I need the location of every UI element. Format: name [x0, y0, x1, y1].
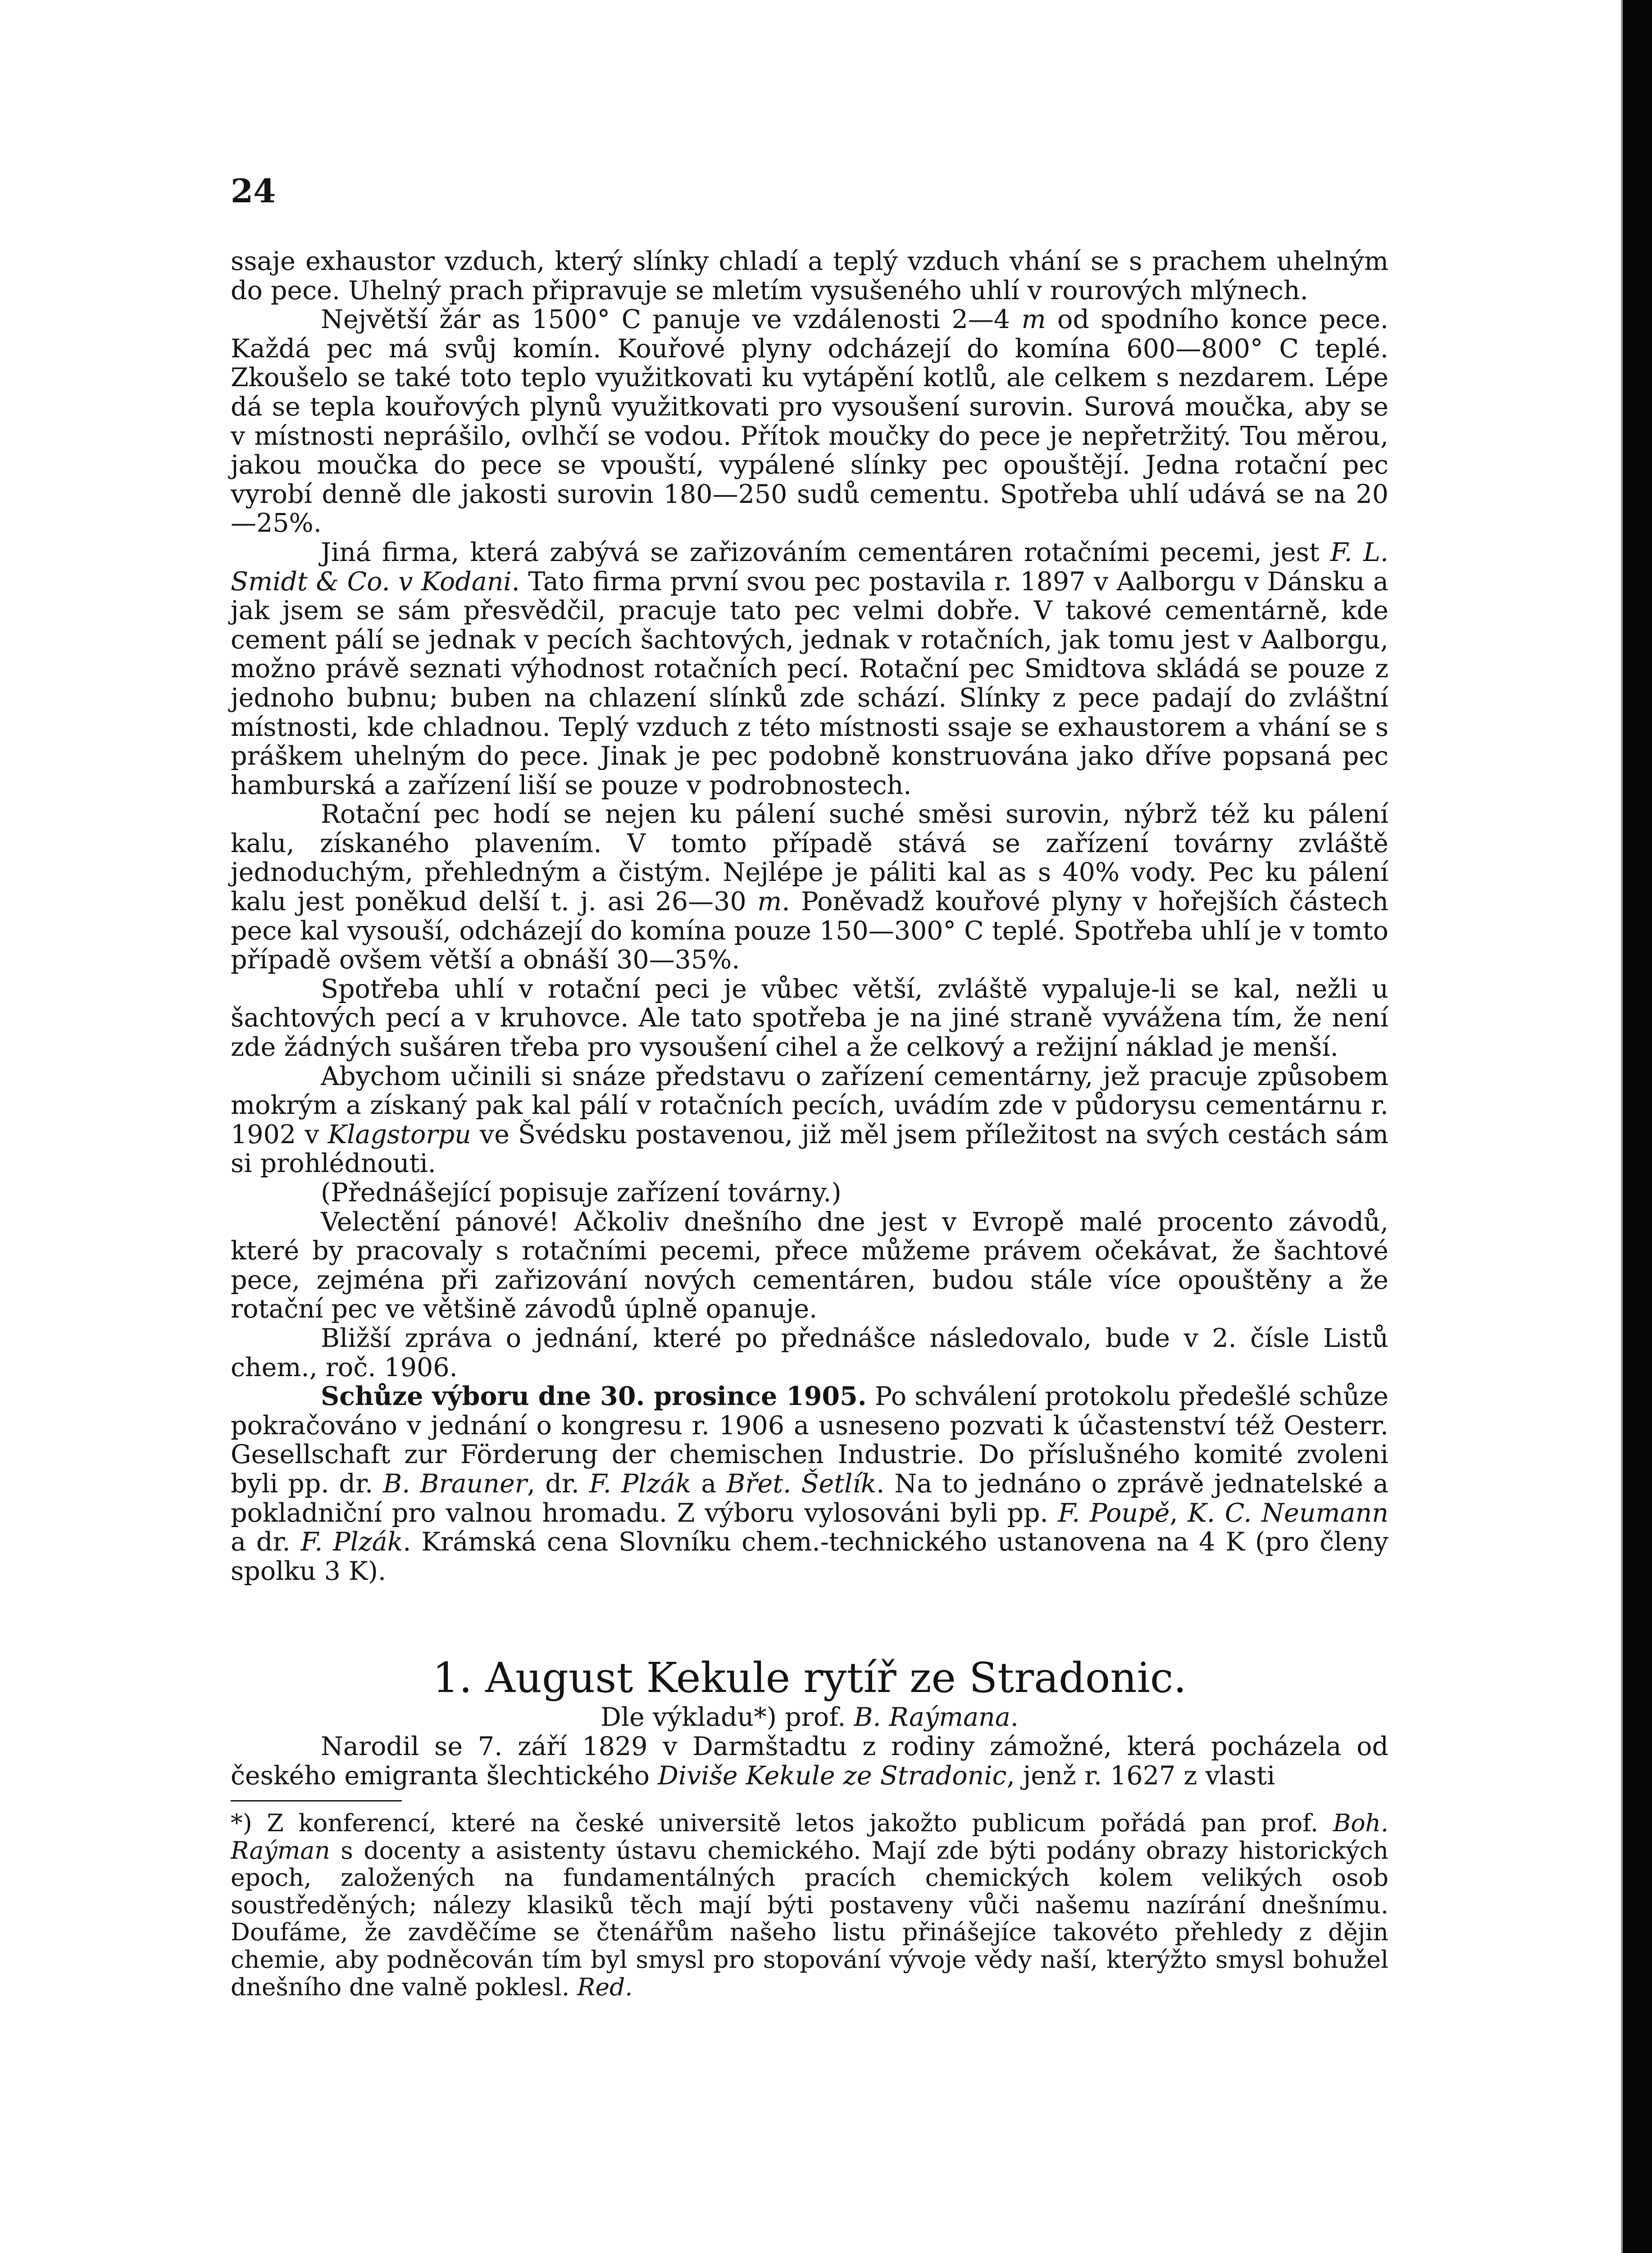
page-number: 24 — [231, 172, 276, 210]
text-run: ssaje exhaustor vzduch, který slínky chladí a teplý vzduch vhání se s prachem uhelným do pece. Uhelný prach připravuje se mletím vysušeného uhlí v rourových mlýnech. — [231, 246, 1388, 306]
paragraph-p2 — [231, 305, 1388, 538]
article-paragraphs — [231, 1732, 1388, 1790]
italic-run: F. L. Smidt & Co. v Kodani — [231, 537, 1388, 597]
text-run: Spotřeba uhlí v rotační peci je vůbec větší, zvláště vypaluje-li se kal, nežli u šachtových pecí a v kruhovce. Ale tato spotřeba je na jiné straně vyvážena tím, že není zde žádných sušáren třeba pro vysoušení cihel a že celkový a režijní náklad je menší. — [231, 974, 1388, 1063]
text-run: od spodního konce pece. Každá pec má svůj komín. Kouřové plyny odcházejí do komína 600—800° C teplé. Zkoušelo se také toto teplo využitkovati ku vytápění kotlů, ale celkem s nezdarem. Lépe dá se tepla kouřových plynů využitkovati pro vysoušení surovin. Surová moučka, aby se v místnosti neprášilo, ovlhčí se vodou. Přítok moučky do pece je nepřetržitý. Tou měrou, jakou moučka do pece se vpouští, vypálené slínky pec opouštějí. Jedna rotační pec vyrobí denně dle jakosti surovin 180—250 sudů cementu. Spotřeba uhlí udává se na 20—25%. — [231, 305, 1388, 538]
italic-run: Red. — [577, 1972, 633, 2001]
text-run: Abychom učinili si snáze představu o zařízení cementárny, jež pracuje způsobem mokrým a získaný pak kal pálí v rotačních pecích, uvádím zde v půdorysu cementárnu r. 1902 v — [231, 1061, 1388, 1149]
italic-run: m — [757, 887, 782, 917]
text-run: , — [1170, 1498, 1188, 1528]
paragraph-p9 — [231, 1324, 1388, 1382]
italic-run: Diviše Kekule ze Stradonic — [658, 1760, 1007, 1791]
text-run: a dr. — [231, 1527, 301, 1557]
scan-edge-border — [1623, 0, 1652, 2253]
text-run: , jenž r. 1627 z vlasti — [1006, 1760, 1275, 1791]
text-run: . Tato firma první svou pec postavila r. 1897 v Aalborgu v Dánsku a jak jsem se sám přesvědčil, pracuje tato pec velmi dobře. V takové cementárně, kde cement pálí se jednak v pecích šachtových, jednak v rotačních, jak tomu jest v Aalborgu, možno právě seznati výhodnost rotačních pecí. Rotační pec Smidtova skládá se pouze z jednoho bubnu; buben na chlazení slínků zde schází. Slínky z pece padají do zvláštní místnosti, kde chladnou. Teplý vzduch z této místnosti ssaje se exhaustorem a vhání se s práškem uhelným do pece. Jinak je pec podobně konstruována jako dříve popsaná pec hamburská a zařízení liší se pouze v podrobnostech. — [231, 566, 1388, 800]
italic-run: B. Brauner — [383, 1469, 527, 1499]
byline-prefix: Dle výkladu*) prof. — [601, 1702, 854, 1733]
footnote-rule — [231, 1800, 402, 1801]
paragraph-a1 — [231, 1732, 1388, 1790]
text-run: . Na to jednáno o zprávě jednatelské a pokladniční pro valnou hromadu. Z výboru vylosováni byli pp. — [231, 1469, 1388, 1528]
paragraph-p10 — [231, 1382, 1388, 1586]
bold-run: Schůze výboru dne 30. prosince 1905. — [321, 1381, 867, 1412]
italic-run: Břet. Šetlík — [726, 1469, 877, 1499]
byline-suffix: . — [1010, 1702, 1019, 1733]
report-paragraphs — [231, 247, 1388, 1586]
footnote — [231, 1810, 1388, 2001]
text-run: a — [691, 1469, 727, 1499]
text-run: (Přednášející popisuje zařízení továrny.) — [321, 1178, 842, 1208]
text-run: *) Z konferencí, které na české universitě letos jakožto publicum pořádá pan prof. — [231, 1809, 1333, 1838]
article-title: 1. August Kekule rytíř ze Stradonic. — [432, 1654, 1187, 1702]
text-run: , dr. — [527, 1469, 590, 1499]
paragraph-p4 — [231, 800, 1388, 975]
paragraph-p6 — [231, 1062, 1388, 1178]
article-byline — [231, 1703, 1388, 1732]
text-run: . Krámská cena Slovníku chem.-technického ustanovena na 4 K (pro členy spolku 3 K). — [231, 1527, 1389, 1586]
italic-run: F. Plzák — [589, 1469, 692, 1499]
text-run: Největší žár as 1500° C panuje ve vzdálenosti 2—4 — [321, 305, 1022, 335]
text-run: ve Švédsku postavenou, již měl jsem příležitost na svých cestách sám si prohlédnouti. — [231, 1119, 1388, 1179]
italic-run: Klagstorpu — [328, 1119, 471, 1149]
paragraph-p8 — [231, 1208, 1388, 1324]
text-run: s docenty a asistenty ústavu chemického. Mají zde býti podány obrazy historických epoch, založených na fundamentálných pracích chemických kolem velikých osob soustředěných; nálezy klasiků těch mají býti postaveny vůči našemu nazírání dnešnímu. Doufáme, že zavděčíme se čtenářům našeho listu přinášejíce takovéto přehledy z dějin chemie, aby podněcován tím byl smysl pro stopování vývoje vědy naší, kterýžto smysl bohužel dnešního dne valně poklesl. — [231, 1836, 1388, 2001]
italic-run: Boh. Raýman — [231, 1809, 1388, 1865]
paragraph-p5 — [231, 975, 1388, 1062]
paragraph-p1 — [231, 247, 1388, 305]
text-run: Velectění pánové! Ačkoliv dnešního dne jest v Evropě malé procento závodů, které by pracovaly s rotačními pecemi, přece můžeme právem očekávat, že šachtové pece, zejména při zařizování nových cementáren, budou stále více opouštěny a že rotační pec ve většině závodů úplně opanuje. — [231, 1207, 1388, 1324]
text-run: Po schválení protokolu předešlé schůze pokračováno v jednání o kongresu r. 1906 a usneseno pozvati k účastenství též Oesterr. Gesellschaft zur Förderung der chemischen Industrie. Do příslušného komité zvoleni byli pp. dr. — [231, 1382, 1388, 1499]
body-text — [231, 247, 1388, 2001]
paragraph-p3 — [231, 538, 1388, 800]
italic-run: F. Plzák — [300, 1527, 403, 1557]
paragraph-p7 — [231, 1178, 1388, 1208]
text-run: Bližší zpráva o jednání, které po přednášce následovalo, bude v 2. čísle Listů chem., roč. 1906. — [231, 1323, 1388, 1382]
text-run: . Poněvadž kouřové plyny v hořejších částech pece kal vysouší, odcházejí do komína pouze 150—300° C teplé. Spotřeba uhlí je v tomto případě ovšem větší a obnáší 30—35%. — [231, 887, 1389, 975]
text-run: Narodil se 7. září 1829 v Darmštadtu z rodiny zámožné, která pocházela od českého emigranta šlechtického — [231, 1731, 1388, 1791]
italic-run: K. C. Neumann — [1188, 1498, 1389, 1528]
italic-run: F. Poupě — [1058, 1498, 1170, 1528]
text-run: Jiná firma, která zabývá se zařizováním cementáren rotačními pecemi, jest — [321, 537, 1330, 567]
text-run: Rotační pec hodí se nejen ku pálení suché směsi surovin, nýbrž též ku pálení kalu, získaného plavením. V tomto případě stává se zařízení továrny zvláště jednoduchým, přehledným a čistým. Nejlépe je páliti kal as s 40% vody. Pec ku pálení kalu jest poněkud delší t. j. asi 26—30 — [231, 799, 1388, 917]
byline-author: B. Raýmana — [854, 1702, 1010, 1733]
italic-run: m — [1021, 305, 1046, 335]
